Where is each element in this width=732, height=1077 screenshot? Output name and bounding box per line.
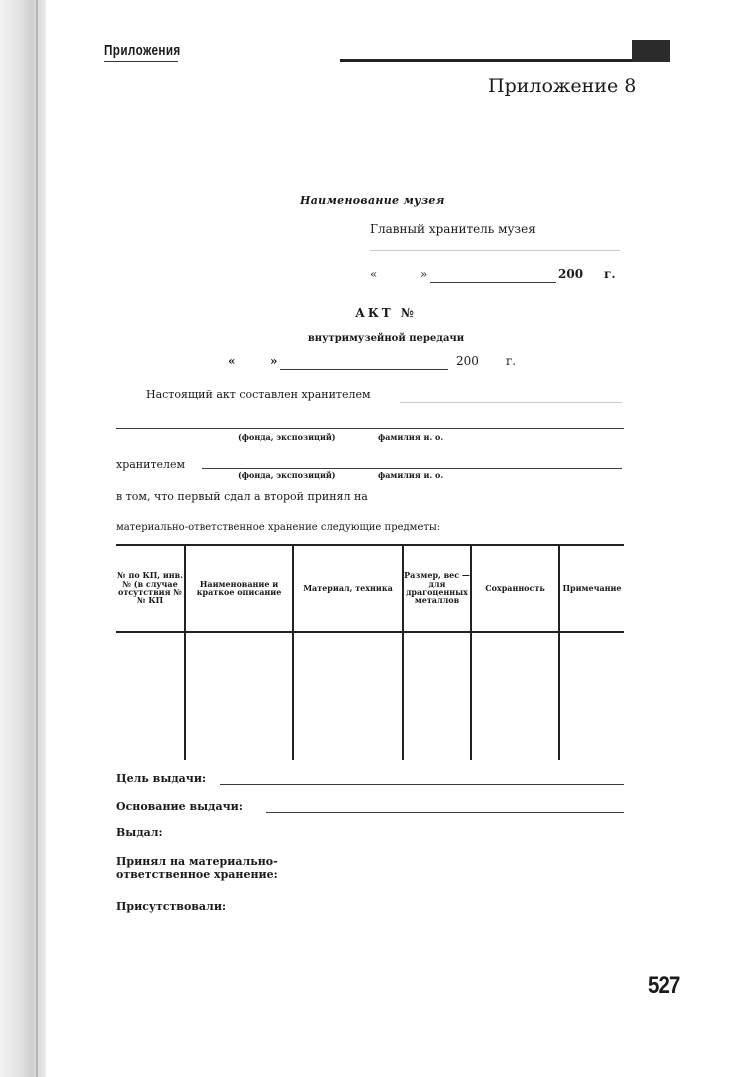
items-table — [116, 544, 624, 760]
chief-keeper-label: Главный хранитель музея — [370, 222, 536, 236]
issued-label: Выдал: — [116, 826, 163, 839]
purpose-label: Цель выдачи: — [116, 772, 207, 785]
col-divider-1 — [184, 544, 186, 760]
basis-line — [266, 812, 624, 813]
present-label: Присутствовали: — [116, 900, 227, 913]
act-quote-close: » — [270, 354, 278, 368]
col-header-condition: Сохранность — [485, 582, 545, 593]
col-header-material: Материал, техника — [303, 582, 393, 593]
hint-name-2: фамилия и. о. — [378, 470, 444, 480]
col-header-inventory: № по КП, инв. № (в случае отсутствия №№ КП — [117, 570, 183, 606]
approval-quote-open: « — [370, 267, 378, 281]
statement-text: в том, что первый сдал а второй принял на — [116, 490, 368, 503]
hint-fund: (фонда, экспозиций) — [238, 432, 336, 442]
approval-year-suffix: г. — [604, 267, 616, 281]
approval-quote-close: » — [420, 267, 428, 281]
signature-line — [370, 250, 620, 251]
act-date-line — [280, 369, 448, 370]
basis-label: Основание выдачи: — [116, 800, 243, 813]
intro-text: Настоящий акт составлен хранителем — [146, 388, 371, 401]
col-divider-3 — [402, 544, 404, 760]
keeper2-line — [202, 468, 622, 469]
col-header-size: Размер, вес — для драгоценных металлов — [404, 570, 470, 606]
purpose-line — [220, 784, 624, 785]
col-header-notes: Примечание — [562, 582, 622, 593]
act-quote-open: « — [228, 354, 236, 368]
hint-name: фамилия и. о. — [378, 432, 444, 442]
section-header-underline — [104, 61, 178, 62]
keeper1-line — [116, 428, 624, 429]
col-divider-4 — [470, 544, 472, 760]
approval-year: 200 — [558, 267, 584, 281]
received-label: Принял на материально-ответственное хранение: — [116, 855, 278, 881]
hint-fund-2: (фонда, экспозиций) — [238, 470, 336, 480]
act-title: АКТ № — [355, 306, 417, 320]
page-number: 527 — [648, 972, 680, 999]
appendix-title: Приложение 8 — [488, 75, 637, 97]
keeper-label: хранителем — [116, 458, 186, 471]
act-subtitle: внутримузейной передачи — [307, 333, 465, 344]
intro-line — [400, 402, 622, 403]
header-rule — [340, 59, 640, 62]
items-intro-text: материально-ответственное хранение следующие предметы: — [116, 522, 441, 533]
museum-name-label: Наименование музея — [300, 194, 445, 207]
act-year: 200 — [456, 354, 479, 368]
page-binding-edge — [0, 0, 46, 1077]
act-year-suffix: г. — [506, 354, 517, 368]
col-header-description: Наименование и краткое описание — [196, 578, 282, 597]
section-header: Приложения — [104, 42, 181, 59]
approval-date-line — [430, 282, 556, 283]
header-marker-block — [632, 40, 670, 62]
binding-shadow — [36, 0, 38, 1077]
col-divider-5 — [558, 544, 560, 760]
col-divider-2 — [292, 544, 294, 760]
